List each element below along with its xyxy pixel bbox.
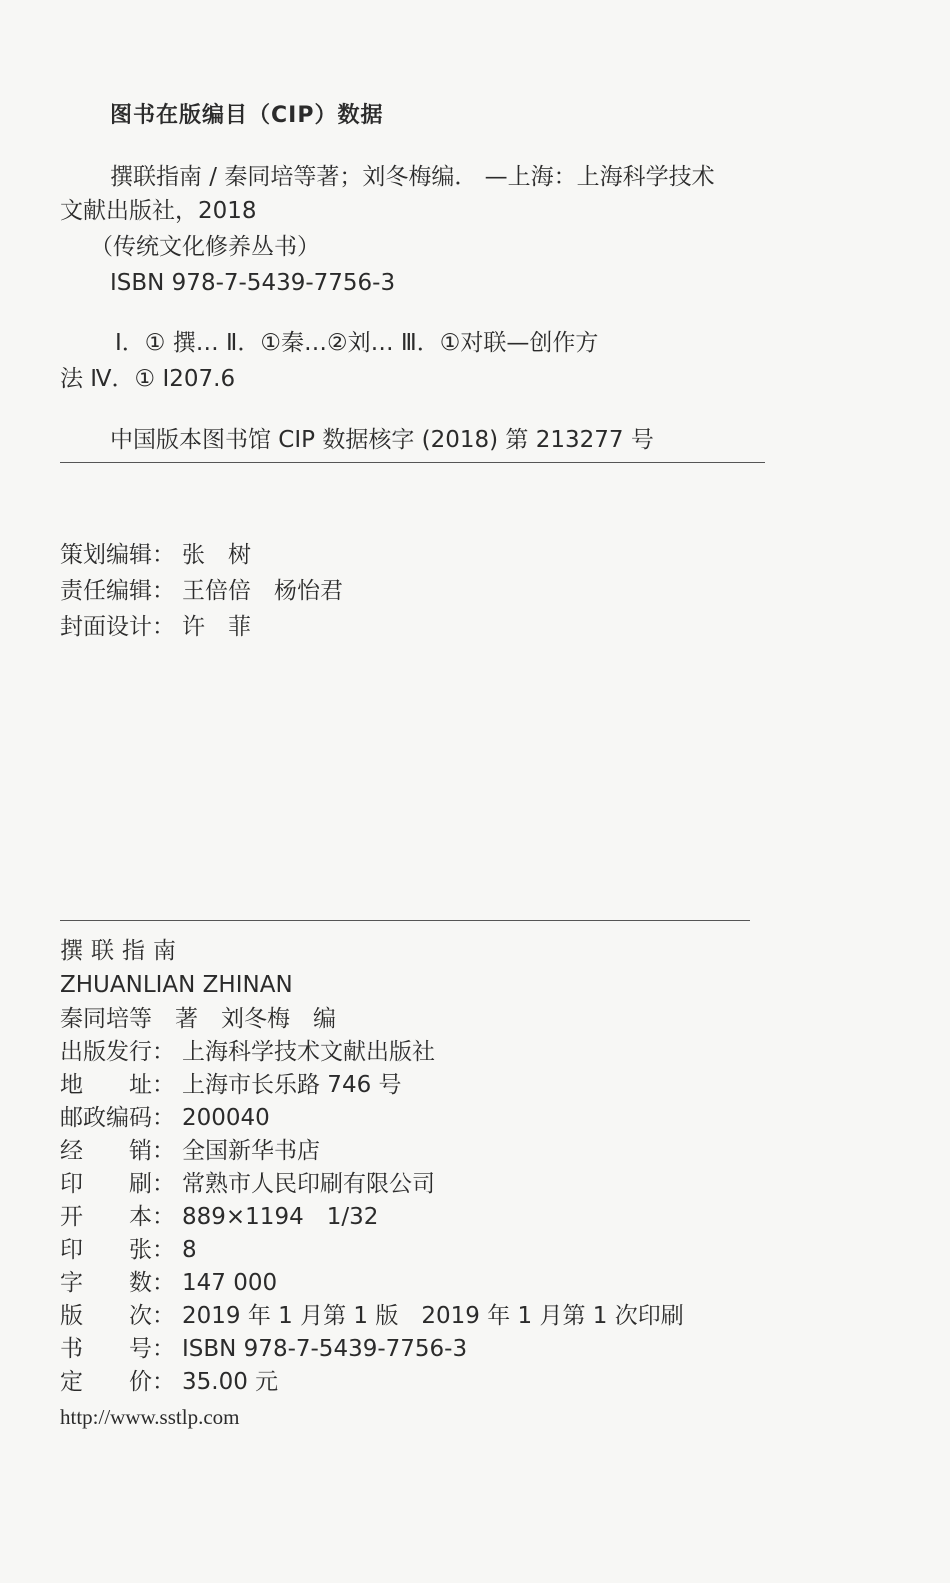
staff-label: 责任编辑：: [60, 578, 175, 604]
book-authors: 秦同培等 著 刘冬梅 编: [60, 1006, 336, 1032]
book-title-pinyin: ZHUANLIAN ZHINAN: [60, 972, 293, 998]
colophon-row-sheets: [60, 1235, 197, 1265]
colophon-value: ISBN 978-7-5439-7756-3: [182, 1336, 468, 1362]
staff-row-planning-editor: [60, 540, 251, 570]
cip-series: （传统文化修养丛书）: [90, 234, 320, 260]
colophon-row-isbn: [60, 1334, 467, 1364]
cip-classification-line-1: Ⅰ．① 撰… Ⅱ．①秦…②刘… Ⅲ．①对联—创作方: [115, 330, 599, 356]
colophon-label: 印 刷：: [60, 1171, 175, 1197]
cip-divider: [60, 462, 765, 463]
colophon-label: 开 本：: [60, 1204, 175, 1230]
cip-number: 中国版本图书馆 CIP 数据核字 (2018) 第 213277 号: [110, 427, 654, 453]
cip-title: 图书在版编目（CIP）数据: [110, 103, 384, 128]
colophon-label: 邮政编码：: [60, 1105, 175, 1131]
colophon-value: 35.00 元: [182, 1369, 279, 1395]
staff-row-responsible-editor: [60, 576, 343, 606]
colophon-row-address: [60, 1070, 402, 1100]
cip-record-line-2: 文献出版社，2018: [60, 198, 257, 224]
colophon-row-price: [60, 1367, 278, 1397]
staff-label: 策划编辑：: [60, 542, 175, 568]
colophon-value: 8: [182, 1237, 197, 1263]
colophon-label: 版 次：: [60, 1303, 175, 1329]
colophon-row-edition: [60, 1301, 684, 1331]
colophon-value: 889×1194 1/32: [182, 1204, 379, 1230]
colophon-label: 字 数：: [60, 1270, 175, 1296]
cip-classification-line-2: 法 Ⅳ．① I207.6: [60, 366, 236, 392]
colophon-label: 出版发行：: [60, 1039, 175, 1065]
colophon-label: 印 张：: [60, 1237, 175, 1263]
cip-record-line-1: 撰联指南 / 秦同培等著；刘冬梅编． —上海：上海科学技术: [110, 164, 715, 190]
colophon-value: 上海市长乐路 746 号: [182, 1072, 402, 1098]
colophon-row-format: [60, 1202, 378, 1232]
colophon-value: 200040: [182, 1105, 270, 1131]
colophon-value: 2019 年 1 月第 1 版 2019 年 1 月第 1 次印刷: [182, 1303, 684, 1329]
colophon-value: 147 000: [182, 1270, 278, 1296]
colophon-label: 经 销：: [60, 1138, 175, 1164]
colophon-row-printer: [60, 1169, 435, 1199]
colophon-row-distributor: [60, 1136, 320, 1166]
book-title: 撰联指南: [60, 938, 184, 964]
colophon-value: 常熟市人民印刷有限公司: [182, 1171, 435, 1197]
colophon-row-postcode: [60, 1103, 270, 1133]
colophon-label: 定 价：: [60, 1369, 175, 1395]
staff-value: 张 树: [182, 542, 251, 568]
cip-isbn: ISBN 978-7-5439-7756-3: [110, 270, 396, 296]
colophon-value: 全国新华书店: [182, 1138, 320, 1164]
colophon-row-word-count: [60, 1268, 277, 1298]
staff-value: 王倍倍 杨怡君: [182, 578, 343, 604]
colophon-label: 书 号：: [60, 1336, 175, 1362]
staff-label: 封面设计：: [60, 614, 175, 640]
colophon-divider: [60, 920, 750, 921]
colophon-row-publisher: [60, 1037, 435, 1067]
colophon-label: 地 址：: [60, 1072, 175, 1098]
publisher-url: http://www.sstlp.com: [60, 1405, 240, 1429]
staff-row-cover-design: [60, 612, 251, 642]
staff-value: 许 菲: [182, 614, 251, 640]
colophon-value: 上海科学技术文献出版社: [182, 1039, 435, 1065]
